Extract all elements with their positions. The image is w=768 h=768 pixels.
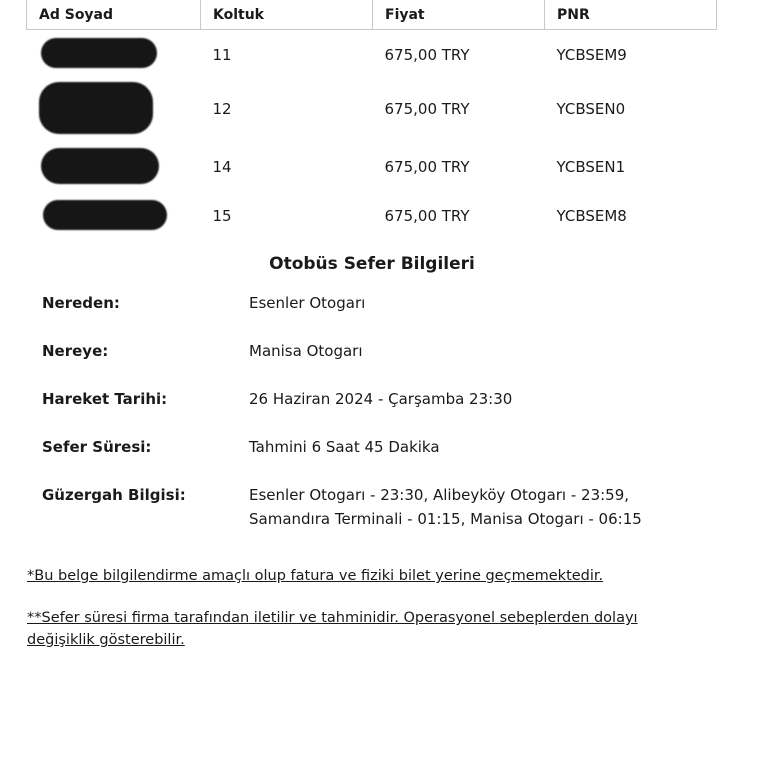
passenger-name-redacted [27,30,201,81]
duration-label: Sefer Süresi: [42,438,152,456]
redaction-mark [41,148,159,184]
passenger-name-redacted [27,196,201,236]
seat-cell: 14 [212,158,232,176]
to-label: Nereye: [42,342,109,360]
header-pnr: PNR [545,0,717,30]
passenger-name-redacted [27,138,201,196]
duration-note-line1: **Sefer süresi firma tarafından iletilir ve tahminidir. Operasyonel sebeplerden dolayı [27,610,638,626]
route-label: Güzergah Bilgisi: [42,486,186,504]
passenger-name-redacted [27,80,201,138]
trip-info-title: Otobüs Sefer Bilgileri [269,254,475,274]
pnr-cell: YCBSEM8 [556,207,627,225]
to-value: Manisa Otogarı [249,342,363,360]
table-row [27,30,717,81]
header-seat: Koltuk [201,0,373,30]
from-label: Nereden: [42,294,120,312]
route-value-line2: Samandıra Terminali - 01:15, Manisa Otogarı - 06:15 [249,510,642,528]
header-price: Fiyat [373,0,545,30]
passenger-table-header [27,0,717,30]
table-row [27,80,717,138]
table-row [27,196,717,236]
seat-cell: 11 [212,46,232,64]
seat-cell: 15 [212,207,232,225]
duration-value: Tahmini 6 Saat 45 Dakika [249,438,440,456]
header-name: Ad Soyad [27,0,201,30]
redaction-mark [43,200,167,230]
seat-cell: 12 [212,100,232,118]
price-cell: 675,00 TRY [384,46,470,64]
from-value: Esenler Otogarı [249,294,366,312]
pnr-cell: YCBSEM9 [556,46,627,64]
departure-value: 26 Haziran 2024 - Çarşamba 23:30 [249,390,513,408]
price-cell: 675,00 TRY [384,207,470,225]
price-cell: 675,00 TRY [384,158,470,176]
table-row [27,138,717,196]
pnr-cell: YCBSEN0 [556,100,626,118]
pnr-cell: YCBSEN1 [556,158,626,176]
duration-note-line2: değişiklik gösterebilir. [27,632,185,648]
disclaimer-note: *Bu belge bilgilendirme amaçlı olup fatura ve fiziki bilet yerine geçmemektedir. [27,568,604,584]
departure-label: Hareket Tarihi: [42,390,168,408]
redaction-mark [41,38,157,68]
redaction-mark [39,82,153,134]
passenger-table [26,0,717,236]
price-cell: 675,00 TRY [384,100,470,118]
route-value-line1: Esenler Otogarı - 23:30, Alibeyköy Otogarı - 23:59, [249,486,630,504]
